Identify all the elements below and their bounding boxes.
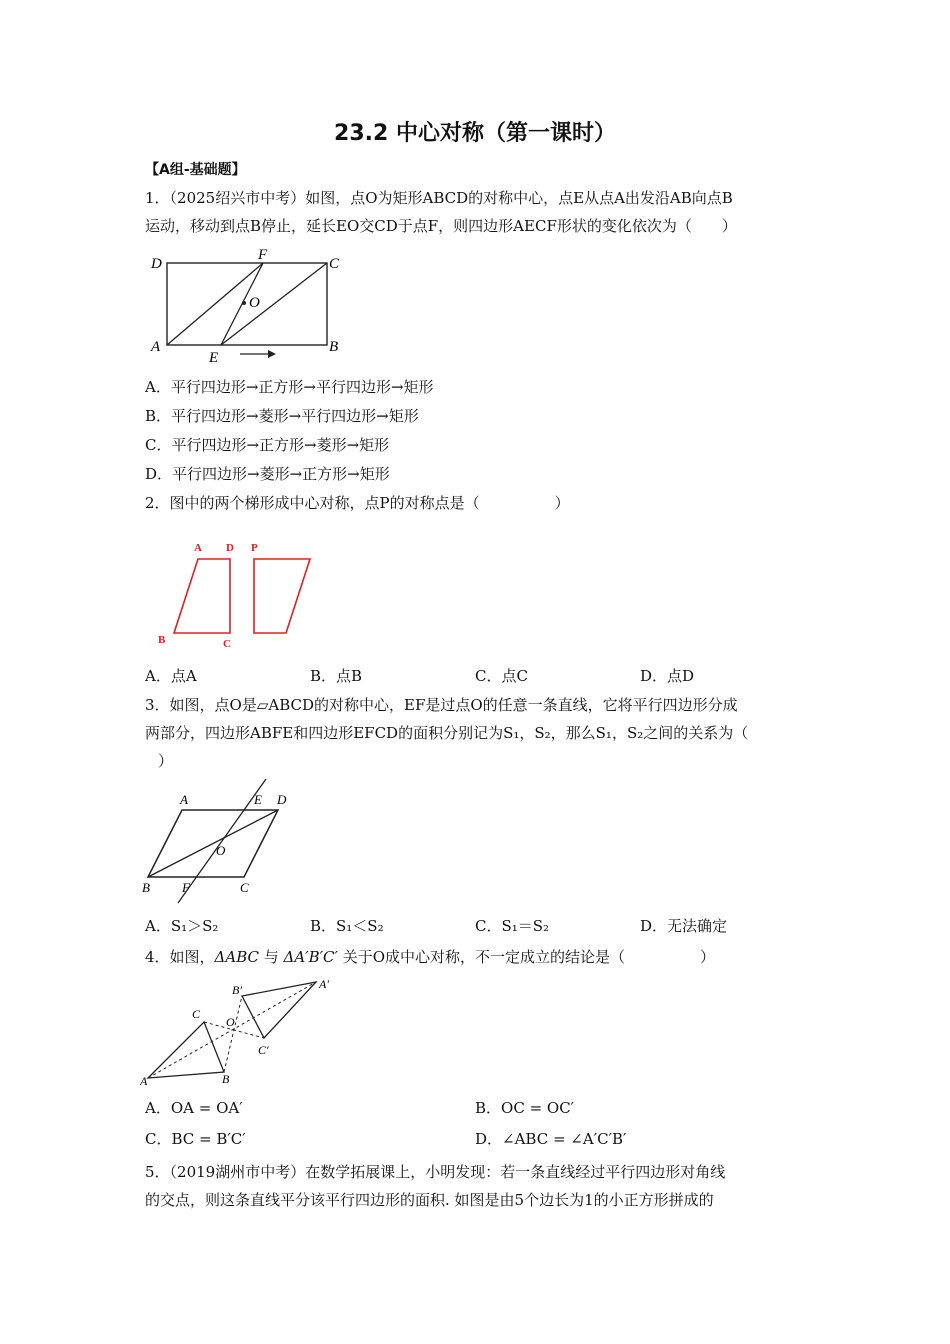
label-c2: C′	[258, 1043, 269, 1057]
label-a: A	[180, 792, 188, 807]
q4-figure-triangles	[140, 972, 340, 1090]
q2-stem: 2．图中的两个梯形成中心对称，点P的对称点是（ ）	[145, 494, 570, 512]
q3-figure-parallelogram	[140, 775, 300, 907]
label-p: P	[251, 542, 258, 554]
label-b: B	[329, 339, 339, 355]
label-f: F	[182, 880, 190, 895]
label-a: A	[194, 542, 202, 554]
segment-ec	[221, 263, 327, 345]
label-c: C	[240, 880, 249, 895]
q4-option-b: B．OC = OC′	[475, 1099, 575, 1117]
q4-triangle-abc: ΔABC	[214, 948, 259, 966]
q5-stem-line2: 的交点，则这条直线平分该平行四边形的面积. 如图是由5个边长为1的小正方形拼成的	[145, 1191, 714, 1209]
q5-stem-line1: 5．（2019湖州市中考）在数学拓展课上，小明发现：若一条直线经过平行四边形对角线	[145, 1163, 726, 1181]
label-d: D	[226, 542, 234, 554]
point-o	[242, 301, 246, 305]
q3-stem-line1: 3．如图，点O是▱ABCD的对称中心，EF是过点O的任意一条直线，它将平行四边形分成	[145, 696, 738, 714]
label-o: O	[226, 1015, 235, 1029]
label-b: B	[142, 880, 150, 895]
q1-stem-line2: 运动，移动到点B停止，延长EO交CD于点F，则四边形AECF形状的变化依次为（ ）	[145, 217, 737, 235]
label-f: F	[258, 247, 268, 263]
diagonal-bd	[148, 810, 278, 877]
q4-stem-prefix: 4．如图，	[145, 948, 215, 966]
q4-stem	[145, 947, 715, 967]
q2-option-a: A．点A	[145, 667, 197, 685]
q3-option-c: C．S₁＝S₂	[475, 917, 550, 935]
q2-option-d: D．点D	[640, 667, 695, 685]
q2-figure-trapezoids	[150, 535, 320, 655]
label-d: D	[151, 256, 162, 272]
label-a: A	[151, 339, 161, 355]
motion-arrow-head	[268, 350, 276, 358]
label-a2: A′	[319, 977, 329, 991]
label-d: D	[277, 792, 287, 807]
q3-stem-line2: 两部分，四边形ABFE和四边形EFCD的面积分别记为S₁，S₂，那么S₁，S₂之间的关系为（	[145, 724, 749, 742]
q1-figure-rectangle	[145, 245, 355, 370]
q4-stem-and: 与	[259, 948, 284, 966]
q2-option-b: B．点B	[310, 667, 363, 685]
label-e: E	[209, 350, 219, 366]
q4-option-d: D．∠ABC = ∠A′C′B′	[475, 1130, 627, 1148]
line-ef	[178, 779, 266, 903]
label-b: B	[158, 634, 166, 646]
q4-option-c: C．BC = B′C′	[145, 1130, 246, 1148]
label-o: O	[216, 843, 226, 858]
label-b2: B′	[232, 983, 242, 997]
triangle-abc	[148, 1022, 224, 1078]
q2-option-c: C．点C	[475, 667, 528, 685]
page-title: 23.2 中心对称（第一课时）	[334, 121, 616, 146]
triangle-a2b2c2	[242, 982, 316, 1038]
q1-option-c: C．平行四边形→正方形→菱形→矩形	[145, 436, 390, 454]
label-a: A	[140, 1074, 148, 1088]
label-c: C	[223, 638, 231, 650]
label-o: O	[249, 295, 260, 311]
label-e: E	[254, 792, 262, 807]
q1-stem-line1: 1．（2025绍兴市中考）如图，点O为矩形ABCD的对称中心，点E从点A出发沿AB向点B	[145, 189, 733, 207]
q3-stem-line3: ）	[158, 752, 174, 770]
q3-option-b: B．S₁＜S₂	[310, 917, 384, 935]
q4-triangle-a2b2c2: ΔA′B′C′	[283, 948, 338, 966]
label-c: C	[192, 1007, 201, 1021]
trapezoid-abcd	[174, 559, 230, 633]
q3-option-d: D．无法确定	[640, 917, 728, 935]
q1-option-a: A．平行四边形→正方形→平行四边形→矩形	[145, 378, 434, 396]
q3-option-a: A．S₁＞S₂	[145, 917, 219, 935]
q4-option-a: A．OA = OA′	[145, 1099, 243, 1117]
trapezoid-symmetric	[254, 559, 310, 633]
q1-option-d: D．平行四边形→菱形→正方形→矩形	[145, 465, 390, 483]
segment-bb2	[224, 996, 242, 1072]
q4-stem-suffix: 关于O成中心对称，不一定成立的结论是（ ）	[337, 948, 716, 966]
q1-option-b: B．平行四边形→菱形→平行四边形→矩形	[145, 407, 419, 425]
rect-abcd	[167, 263, 327, 345]
section-heading: 【A组-基础题】	[145, 162, 246, 178]
label-b: B	[222, 1072, 230, 1086]
label-c: C	[329, 256, 340, 272]
